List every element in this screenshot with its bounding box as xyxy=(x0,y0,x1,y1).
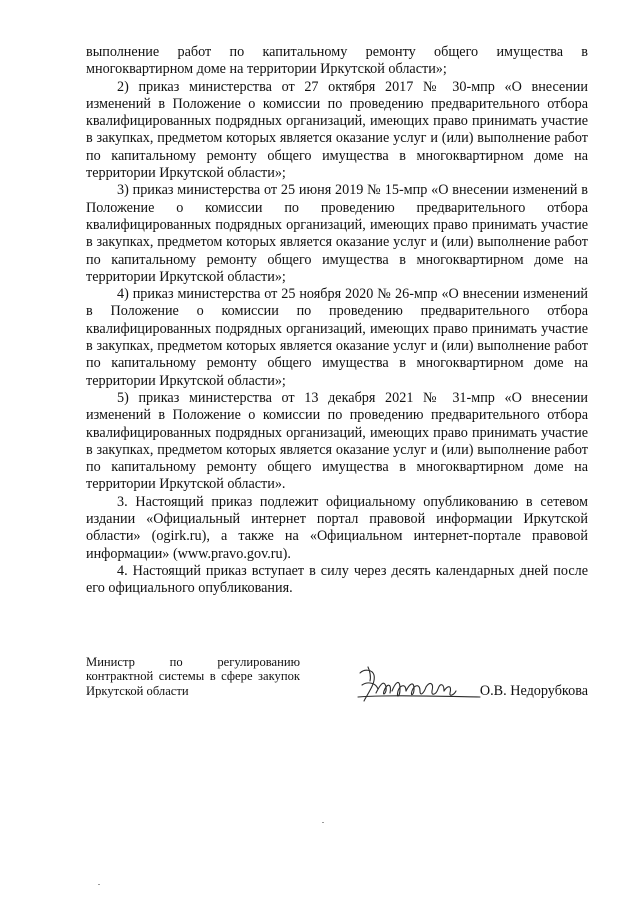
paragraph-item-4: 4) приказ министерства от 25 ноября 2020 № 26-мпр «О внесении изменений в Положение о комиссии по проведению предварительного отбора квалифицированных подрядных организаций, имеющих право принимать участие в закупках, предметом которых является оказание услуг и (или) выполнение работ по капитальному ремонту общего имущества в многоквартирном доме на территории Иркутской области»; xyxy=(86,286,588,389)
scan-speck xyxy=(98,884,100,885)
paragraph-continuation: выполнение работ по капитальному ремонту общего имущества в многоквартирном доме на территории Иркутской области»; xyxy=(86,44,588,78)
scan-speck xyxy=(322,822,324,823)
paragraph-clause-3: 3. Настоящий приказ подлежит официальному опубликованию в сетевом издании «Официальный интернет портал правовой информации Иркутской области» (ogirk.ru), а также на «Официальном интернет-портале правовой информации» (www.pravo.gov.ru). xyxy=(86,493,588,562)
paragraph-clause-4: 4. Настоящий приказ вступает в силу через десять календарных дней после его официального опубликования. xyxy=(86,562,588,597)
paragraph-item-5: 5) приказ министерства от 13 декабря 2021 № 31-мпр «О внесении изменений в Положение о комиссии по проведению предварительного отбора квалифицированных подрядных организаций, имеющих право принимать участие в закупках, предметом которых является оказание услуг и (или) выполнение работ по капитальному ремонту общего имущества в многоквартирном доме на территории Иркутской области». xyxy=(86,389,588,493)
document-body xyxy=(86,44,588,598)
signer-name: О.В. Недорубкова xyxy=(479,683,588,699)
paragraph-item-3: 3) приказ министерства от 25 июня 2019 № 15-мпр «О внесении изменений в Положение о комиссии по проведению предварительного отбора квалифицированных подрядных организаций, имеющих право принимать участие в закупках, предметом которых является оказание услуг и (или) выполнение работ по капитальному ремонту общего имущества в многоквартирном доме на территории Иркутской области»; xyxy=(86,182,588,285)
handwritten-signature xyxy=(354,663,484,711)
paragraph-item-2: 2) приказ министерства от 27 октября 2017 № 30-мпр «О внесении изменений в Положение о комиссии по проведению предварительного отбора квалифицированных подрядных организаций, имеющих право принимать участие в закупках, предметом которых является оказание услуг и (или) выполнение работ по капитальному ремонту общего имущества в многоквартирном доме на территории Иркутской области»; xyxy=(86,78,588,182)
signature-block xyxy=(86,655,588,715)
signer-position: Министр по регулированию контрактной системы в сфере закупок Иркутской области xyxy=(86,655,300,698)
